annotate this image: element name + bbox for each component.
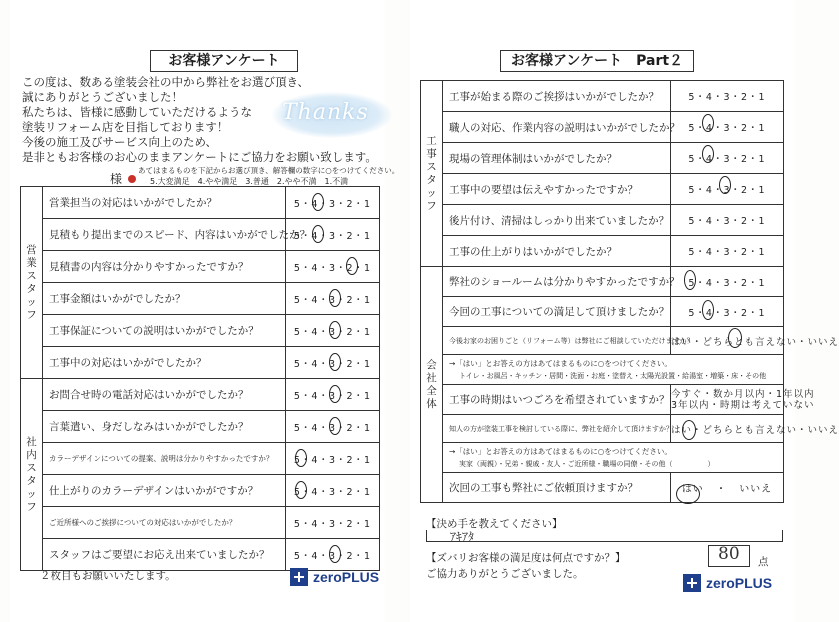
question-text: 営業担当の対応はいかがでしたか？ xyxy=(43,187,286,219)
logo-wordmark: zeroPLUS xyxy=(313,569,380,585)
question-text: 見積書の内容は分かりやすかったですか？ xyxy=(43,251,286,283)
section-label-sales: 営業スタッフ xyxy=(21,187,43,379)
intro-line: この度は、数ある塗装会社の中から弊社をお選び頂き、 xyxy=(22,75,310,89)
answer-circle xyxy=(329,353,341,371)
consult-items[interactable]: トイレ・お風呂・キッチン・居間・洗面・お庭・塗替え・太陽光設置・給湯室・増築・床・その他 xyxy=(459,371,767,380)
construction-question-table xyxy=(420,80,839,503)
intro-line: 塗装リフォーム店を目指しております！ xyxy=(22,120,229,134)
thanks-footer: ご協力ありがとうございました。 xyxy=(426,568,584,580)
intro-line: 誠にありがとうございました！ xyxy=(22,90,183,104)
intro-line: 是非ともお客様のお心のままアンケートにご協力をお願い致します。 xyxy=(22,150,377,164)
question-text: 現場の管理体制はいかがでしたか？ xyxy=(443,143,671,174)
question-text: 今回の工事についての満足して頂けましたか？ xyxy=(443,297,671,327)
scale-legend: 5.大変満足 4.やや満足 3.普通 2.やや不満 1.不満 xyxy=(150,177,349,186)
zeroplus-logo xyxy=(683,574,772,592)
timing-options-row[interactable]: 3年以内・時期は考えていない xyxy=(671,399,815,411)
thanks-badge xyxy=(272,92,392,138)
answer-circle xyxy=(329,289,341,307)
question-text: 次回の工事も弊社にご依頼頂けますか？ xyxy=(443,473,671,503)
question-text: 工事保証についての説明はいかがでしたか？ xyxy=(43,315,286,347)
question-text: 見積もり提出までのスピード、内容はいかがでしたか？ xyxy=(43,219,286,251)
rating-scale[interactable]: 5・4・3・2・1 xyxy=(286,411,380,443)
question-text: 知人の方が塗装工事を検討している際に、弊社を紹介して頂けますか？ xyxy=(443,415,671,443)
rating-scale[interactable]: 5・4・3・2・1 xyxy=(671,297,784,327)
rating-scale[interactable]: 5・4・3・2・1 xyxy=(286,347,380,379)
consult-note: →「はい」とお答えの方はあてはまるものに○をつけてください。 xyxy=(449,358,672,368)
question-text: ご近所様へのご挨拶についての対応はいかがでしたか？ xyxy=(43,507,286,539)
rating-scale[interactable]: 5・4・3・2・1 xyxy=(286,539,380,571)
survey-page-1 xyxy=(10,0,400,622)
rating-scale[interactable]: 5・4・3・2・1 xyxy=(671,112,784,143)
question-text: 工事中の要望は伝えやすかったですか？ xyxy=(443,174,671,205)
rating-scale[interactable]: 5・4・3・2・1 xyxy=(671,174,784,205)
rating-scale[interactable]: 5・4・3・2・1 xyxy=(286,283,380,315)
zeroplus-logo xyxy=(290,568,379,586)
section-label-company: 会社全体 xyxy=(421,267,443,503)
rating-scale[interactable]: 5・4・3・2・1 xyxy=(286,187,380,219)
question-text: 後片付け、清掃はしっかり出来ていましたか？ xyxy=(443,205,671,236)
answer-circle xyxy=(702,114,714,132)
question-text: 仕上がりのカラーデザインはいかがですか？ xyxy=(43,475,286,507)
answer-circle xyxy=(312,225,324,243)
rating-scale[interactable]: 5・4・3・2・1 xyxy=(286,443,380,475)
answer-circle xyxy=(682,420,696,440)
referral-options[interactable]: はい・どちらとも言えない・いいえ xyxy=(671,415,784,443)
rating-scale[interactable]: 5・4・3・2・1 xyxy=(671,81,784,112)
page-title-part2: お客様アンケート Part２ xyxy=(500,50,694,72)
referral-items[interactable]: 実家（両親）・兄弟・親戚・友人・ご近所様・職場の同僚・その他（ ） xyxy=(459,459,715,468)
answer-circle xyxy=(728,328,742,348)
referral-note: →「はい」とお答えの方はあてはまるものに○をつけてください。 xyxy=(449,446,672,456)
consult-options[interactable]: はい・どちらとも言えない・いいえ xyxy=(671,327,784,355)
question-text: スタッフはご要望にお応え出来ていましたか？ xyxy=(43,539,286,571)
question-text: 工事金額はいかがでしたか？ xyxy=(43,283,286,315)
question-text: お問合せ時の電話対応はいかがでしたか？ xyxy=(43,379,286,411)
answer-circle xyxy=(702,300,714,320)
answer-circle xyxy=(684,270,696,290)
rating-scale[interactable]: 5・4・3・2・1 xyxy=(286,475,380,507)
seal-stamp-icon xyxy=(128,175,136,183)
referral-followup xyxy=(443,443,784,473)
answer-circle xyxy=(295,449,307,467)
answer-circle xyxy=(329,545,341,563)
intro-line: 私たちは、皆様に感動していただけるような xyxy=(22,105,252,119)
answer-circle xyxy=(329,321,341,339)
answer-circle xyxy=(312,193,324,211)
question-text: 職人の対応、作業内容の説明はいかがでしたか？ xyxy=(443,112,671,143)
question-text: 弊社のショールームは分かりやすかったですか？ xyxy=(443,267,671,297)
question-text: 言葉遣い、身だしなみはいかがでしたか？ xyxy=(43,411,286,443)
survey-page-2 xyxy=(410,0,839,622)
score-label: 【ズバリお客様の満足度は何点ですか？】 xyxy=(426,552,626,564)
scale-instruction: あてはまるものを下記からお選び頂き、解答欄の数字に○をつけてください。 xyxy=(138,166,400,175)
next-option-sep: ・ xyxy=(716,484,727,495)
logo-wordmark: zeroPLUS xyxy=(706,575,773,591)
section-label-office: 社内スタッフ xyxy=(21,379,43,571)
customer-name-label: 様 xyxy=(110,172,123,186)
page-title: お客様アンケート xyxy=(150,50,298,72)
consult-followup xyxy=(443,355,784,385)
question-text: カラーデザインについての提案、説明は分かりやすかったですか？ xyxy=(43,443,286,475)
question-text: 工事の時期はいつごろを希望されていますか？ xyxy=(443,385,671,415)
rating-scale[interactable]: 5・4・3・2・1 xyxy=(286,315,380,347)
decision-label: 【決め手を教えてください】 xyxy=(426,518,563,530)
answer-circle xyxy=(702,145,714,163)
decision-answer-box[interactable] xyxy=(426,530,783,542)
rating-scale[interactable]: 5・4・3・2・1 xyxy=(671,267,784,297)
next-page-note: ２枚目もお願いいたします。 xyxy=(40,570,176,582)
answer-circle xyxy=(676,484,700,504)
thanks-text: Thanks xyxy=(282,100,369,125)
rating-scale[interactable]: 5・4・3・2・1 xyxy=(671,236,784,267)
intro-line: 今後の施工及びサービス向上のため、 xyxy=(22,135,218,149)
zeroplus-logo-icon xyxy=(290,568,308,586)
rating-scale[interactable]: 5・4・3・2・1 xyxy=(671,143,784,174)
answer-circle xyxy=(346,257,358,275)
section-label-construction: 工事スタッフ xyxy=(421,81,443,267)
score-unit: 点 xyxy=(758,556,769,568)
rating-scale[interactable]: 5・4・3・2・1 xyxy=(286,507,380,539)
timing-options-row[interactable]: 今すぐ・数か月以内・1年以内 xyxy=(671,388,815,400)
zeroplus-logo-icon xyxy=(683,574,701,592)
score-value[interactable]: 80 xyxy=(718,544,740,564)
rating-scale[interactable]: 5・4・3・2・1 xyxy=(286,379,380,411)
rating-scale[interactable]: 5・4・3・2・1 xyxy=(671,205,784,236)
staff-question-table xyxy=(20,186,380,571)
answer-circle xyxy=(719,176,731,194)
timing-options[interactable] xyxy=(671,385,815,415)
answer-circle xyxy=(329,417,341,435)
next-option-no[interactable]: いいえ xyxy=(739,484,773,495)
answer-circle xyxy=(295,481,307,499)
rating-scale[interactable]: 5・4・3・2・1 xyxy=(286,219,380,251)
answer-circle xyxy=(329,385,341,403)
next-option-yes[interactable]: はい xyxy=(681,484,704,495)
question-text: 工事中の対応はいかがでしたか？ xyxy=(43,347,286,379)
rating-scale[interactable]: 5・4・3・2・1 xyxy=(286,251,380,283)
question-text: 今後お家のお困りごと（リフォーム等）は弊社にご相談していただけますか？ xyxy=(443,327,671,355)
question-text: 工事の仕上がりはいかがでしたか？ xyxy=(443,236,671,267)
decision-answer[interactable]: ｱｷｱﾀ xyxy=(450,530,475,544)
question-text: 工事が始まる際のご挨拶はいかがでしたか？ xyxy=(443,81,671,112)
